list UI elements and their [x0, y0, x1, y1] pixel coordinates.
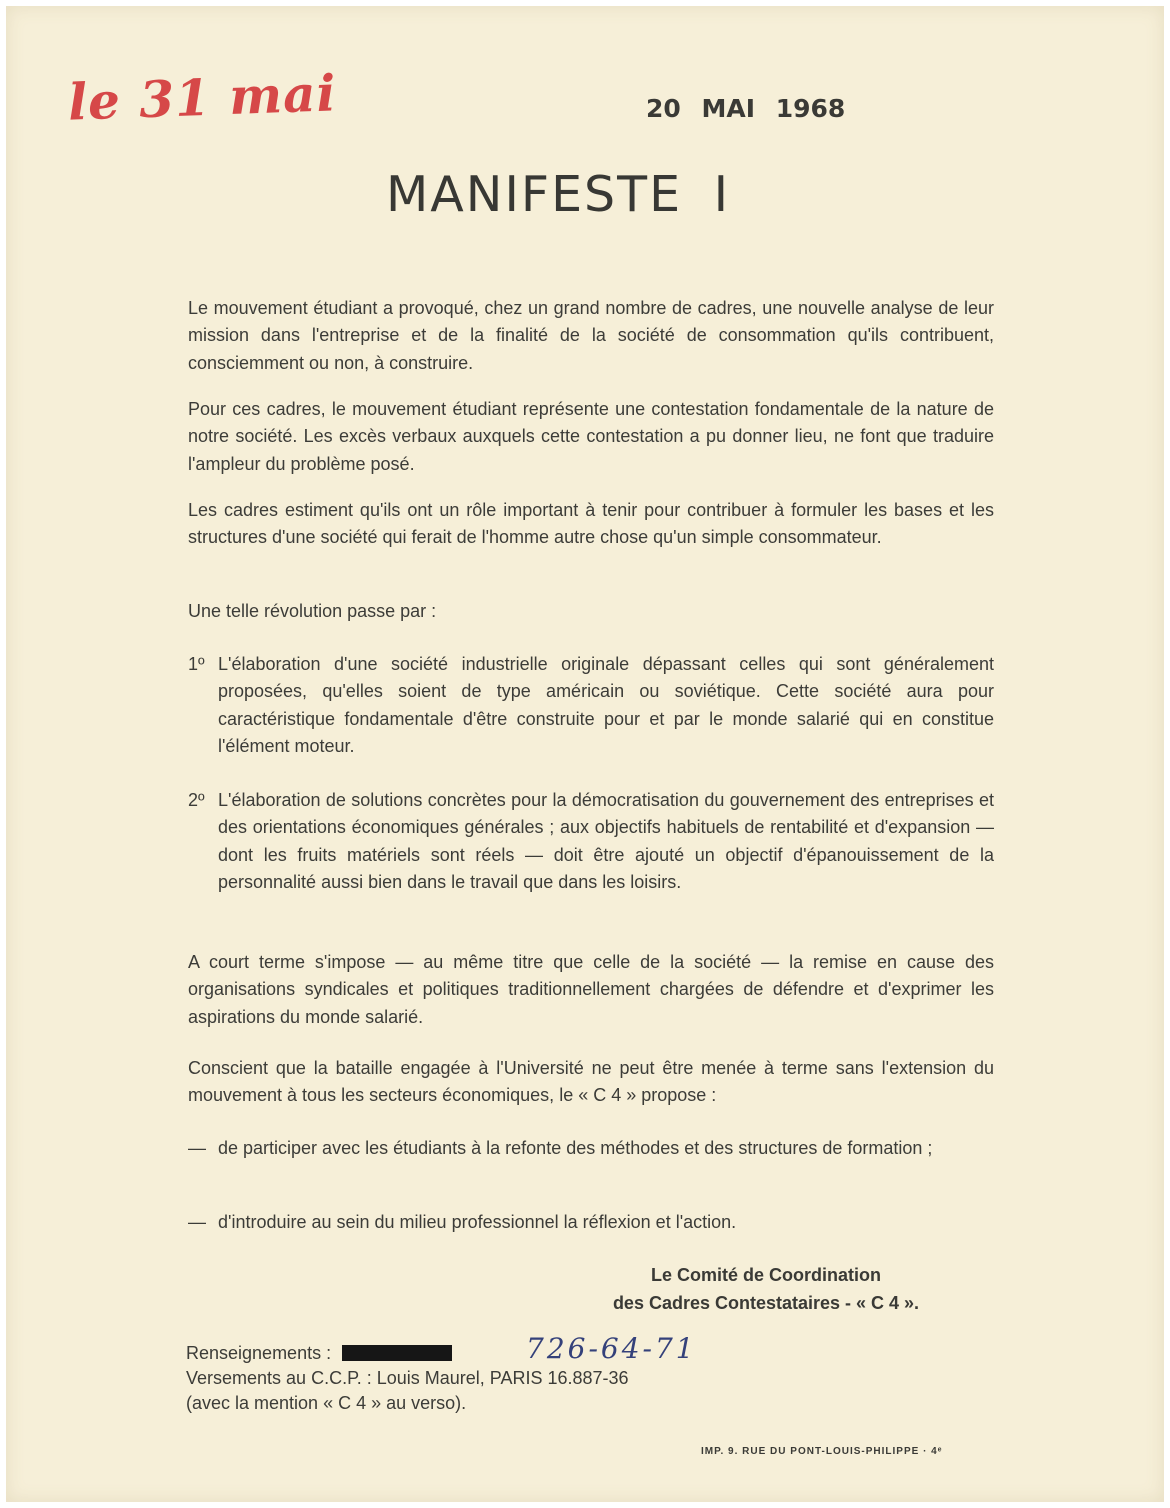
item-text: L'élaboration d'une société industrielle originale dépassant celles qui sont généralement proposées, qu'elles soient de type américain ou soviétique. Cette société aura pour caractéristique fondamentale d'être construite pour et par le monde salarié qui en constitue l'élément moteur.: [218, 654, 994, 756]
paragraph-4: Une telle révolution passe par :: [188, 601, 437, 621]
renseignements-label: Renseignements :: [186, 1343, 332, 1363]
item-text: de participer avec les étudiants à la refonte des méthodes et des structures de formation ;: [218, 1138, 933, 1158]
item-marker: 2º: [188, 790, 205, 810]
item-marker: —: [188, 1212, 206, 1232]
handwritten-phone-number: 726-64-71: [526, 1332, 697, 1365]
paragraph-2: Pour ces cadres, le mouvement étudiant représente une contestation fondamentale de la nature de notre société. Les excès verbaux auxquels cette contestation a pu donner lieu, ne font que traduire l'ampleur du problème posé.: [188, 399, 994, 474]
paragraph-6: Conscient que la bataille engagée à l'Université ne peut être menée à terme sans l'extension du mouvement à tous les secteurs économiques, le « C 4 » propose :: [188, 1058, 994, 1106]
paragraph-3: Les cadres estiment qu'ils ont un rôle important à tenir pour contribuer à formuler les bases et les structures d'une société qui ferait de l'homme autre chose qu'un simple consommateur.: [188, 500, 994, 548]
signature-block: [566, 1261, 966, 1317]
redacted-phone-bar: [342, 1345, 452, 1361]
paragraph-1: Le mouvement étudiant a provoqué, chez un grand nombre de cadres, une nouvelle analyse de leur mission dans l'entreprise et de la finalité de la société de consommation qu'ils contribuent, consciemment ou non, à construire.: [188, 298, 994, 373]
signature-line-1: Le Comité de Coordination: [650, 1265, 881, 1285]
numbered-item-2: [188, 787, 994, 896]
signature-line-2: des Cadres Contestataires - « C 4 ».: [612, 1293, 920, 1313]
item-marker: 1º: [188, 654, 205, 674]
item-text: L'élaboration de solutions concrètes pour la démocratisation du gouvernement des entreprises et des orientations économiques générales ; aux objectifs habituels de rentabilité et d'expansion — dont les fruits matériels sont réels — doit être ajouté un objectif d'épanouissement de la personnalité aussi bien dans le travail que dans les loisirs.: [218, 790, 994, 892]
numbered-item-1: [188, 651, 994, 760]
mention-line: (avec la mention « C 4 » au verso).: [186, 1393, 467, 1413]
item-marker: —: [188, 1138, 206, 1158]
document-title: MANIFESTE I: [386, 166, 731, 223]
printer-imprint: IMP. 9. RUE DU PONT-LOUIS-PHILIPPE · 4ᵉ: [701, 1446, 943, 1457]
item-text: d'introduire au sein du milieu professionnel la réflexion et l'action.: [218, 1212, 737, 1232]
dash-item-1: [188, 1135, 994, 1162]
versements-line: Versements au C.C.P. : Louis Maurel, PARIS 16.887-36: [186, 1368, 629, 1388]
document-date: 20 MAI 1968: [646, 94, 846, 123]
paragraph-5: A court terme s'impose — au même titre que celle de la société — la remise en cause des organisations syndicales et politiques traditionnellement chargées de défendre et d'exprimer les aspirations du monde salarié.: [188, 952, 994, 1027]
handwritten-annotation: le 31 mai: [67, 63, 338, 132]
dash-item-2: [188, 1209, 994, 1236]
document-page: [6, 6, 1164, 1502]
